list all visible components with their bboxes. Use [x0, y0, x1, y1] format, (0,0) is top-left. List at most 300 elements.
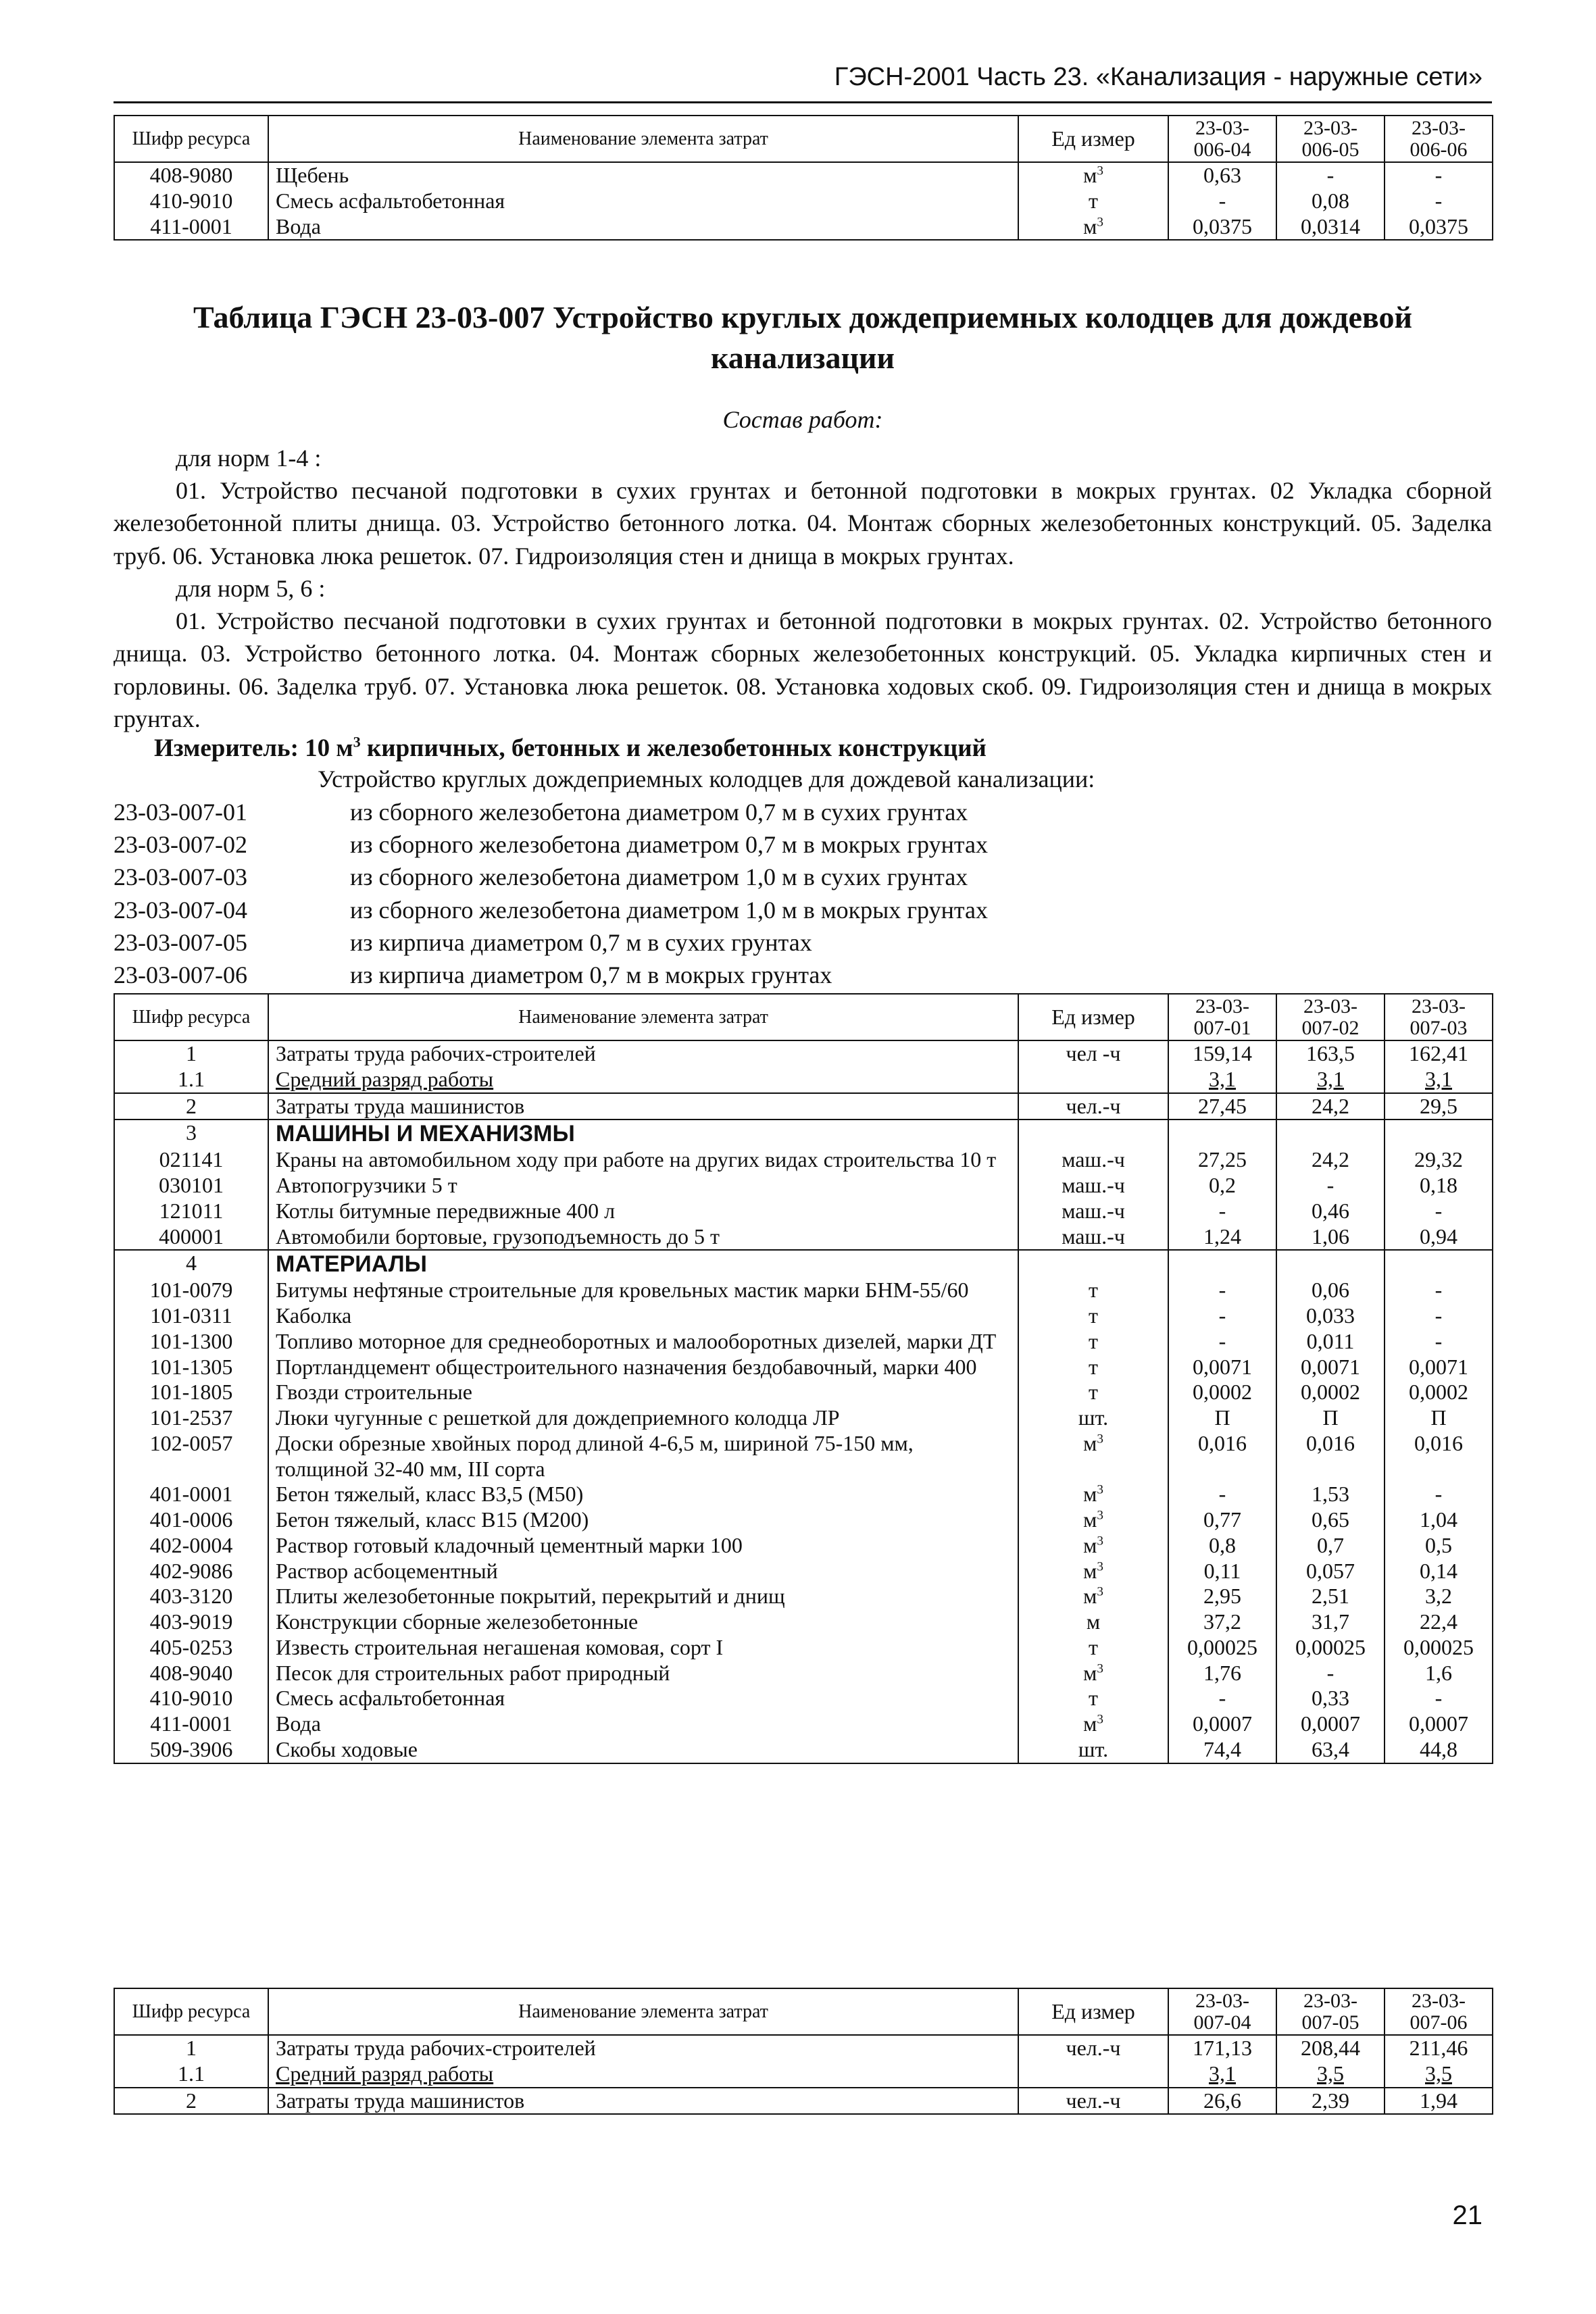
resource-code: 410-9010: [114, 1686, 268, 1711]
norm-value: 0,0071: [1276, 1355, 1385, 1380]
resource-name: Каболка: [268, 1303, 1018, 1329]
norm-description: из кирпича диаметром 0,7 м в сухих грунтах: [350, 928, 812, 956]
table-row: [114, 2088, 1493, 2115]
resource-name: Конструкции сборные железобетонные: [268, 1609, 1018, 1635]
norm-value: -: [1385, 162, 1493, 188]
resource-code: 101-1300: [114, 1329, 268, 1355]
resource-unit: м: [1018, 1609, 1168, 1635]
norm-value: -: [1385, 1278, 1493, 1303]
norm-code: 23-03-007-06: [114, 961, 247, 989]
resource-code: 101-0311: [114, 1303, 268, 1329]
norm-value: 0,0375: [1385, 214, 1493, 241]
norms-1-4-text: 01. Устройство песчаной подготовки в сухих грунтах и бетонной подготовки в мокрых грунтах. 02 Укладка сборной железобетонной плиты днища. 03. Устройство бетонного лотка. 04. Монтаж сборных железобетонных конструкций. 05. Заделка труб. 06. Установка люка решеток. 07. Гидроизоляция стен и днища в мокрых грунтах.: [114, 477, 1492, 570]
resource-name: Люки чугунные с решеткой для дождеприемного колодца ЛР: [268, 1405, 1018, 1431]
resource-name: Смесь асфальтобетонная: [268, 188, 1018, 214]
col-header-norm-line-1: 23-03-: [1303, 1990, 1357, 2012]
table-row: [114, 214, 1493, 241]
norm-value: 1,06: [1276, 1224, 1385, 1251]
resource-code: 403-9019: [114, 1609, 268, 1635]
norm-value: 3,1: [1385, 1067, 1493, 1093]
norm-value: 0,46: [1276, 1199, 1385, 1224]
norm-value: [1385, 1120, 1493, 1147]
resource-code: 509-3906: [114, 1737, 268, 1763]
norm-value: -: [1385, 1329, 1493, 1355]
norm-value: [1276, 1250, 1385, 1278]
col-header-code: Шифр ресурса: [114, 1988, 268, 2035]
resource-code: 403-3120: [114, 1584, 268, 1609]
norm-value: -: [1385, 1482, 1493, 1507]
resource-unit: [1018, 2061, 1168, 2088]
norm-value: 0,00025: [1385, 1635, 1493, 1661]
norm-code: 23-03-007-05: [114, 928, 247, 956]
norm-description: из сборного железобетона диаметром 0,7 м в мокрых грунтах: [350, 831, 988, 859]
norm-value: 1,6: [1385, 1661, 1493, 1686]
norm-value: -: [1168, 1329, 1276, 1355]
resource-name: Топливо моторное для среднеоборотных и малооборотных дизелей, марки ДТ: [268, 1329, 1018, 1355]
norm-value: -: [1385, 1303, 1493, 1329]
col-header-unit: Ед измер: [1018, 1988, 1168, 2035]
resource-name: Затраты труда рабочих-строителей: [268, 1040, 1018, 1067]
resource-code: 408-9080: [114, 162, 268, 188]
composition-label: Состав работ:: [722, 406, 883, 433]
resource-code: 101-1305: [114, 1355, 268, 1380]
resource-unit: $м^3$: [1018, 1661, 1168, 1686]
norm-value: [1168, 1120, 1276, 1147]
norm-value: 3,1: [1168, 2061, 1276, 2088]
resource-name: Раствор готовый кладочный цементный марки 100: [268, 1533, 1018, 1559]
norm-value: -: [1385, 1199, 1493, 1224]
resource-table-006: [114, 115, 1493, 241]
norm-list-item: [114, 796, 988, 828]
norm-value: 0,0002: [1168, 1380, 1276, 1405]
table-title: [114, 297, 1492, 378]
norm-value: 3,1: [1276, 1067, 1385, 1093]
norm-value: П: [1168, 1405, 1276, 1431]
resource-unit: маш.-ч: [1018, 1224, 1168, 1251]
resource-name: Вода: [268, 214, 1018, 241]
norm-value: 0,0007: [1385, 1711, 1493, 1737]
norms-1-4-label: для норм 1-4 :: [176, 445, 322, 472]
norm-value: 0,7: [1276, 1533, 1385, 1559]
table-row: [114, 1533, 1493, 1559]
unit-superscript: 3: [353, 733, 361, 751]
col-header-norm: [1168, 116, 1276, 162]
resource-code: 1.1: [114, 1067, 268, 1093]
resource-unit: т: [1018, 1635, 1168, 1661]
norm-value: 211,46: [1385, 2035, 1493, 2061]
norm-value: 37,2: [1168, 1609, 1276, 1635]
norm-list-item: [114, 926, 988, 959]
norm-value: [1276, 1120, 1385, 1147]
norm-code: 23-03-007-01: [114, 799, 247, 826]
resource-code: 411-0001: [114, 1711, 268, 1737]
norm-value: 29,5: [1385, 1093, 1493, 1120]
resource-name: Доски обрезные хвойных пород длиной 4-6,5 м, шириной 75-150 мм, толщиной 32-40 мм, III сорта: [268, 1431, 1018, 1482]
norm-list-item: [114, 828, 988, 861]
unit-superscript: 3: [1097, 1534, 1103, 1549]
col-header-unit: Ед измер: [1018, 116, 1168, 162]
resource-unit: [1018, 1250, 1168, 1278]
norm-value: 0,77: [1168, 1507, 1276, 1533]
norm-value: 2,95: [1168, 1584, 1276, 1609]
table-row: [114, 1686, 1493, 1711]
norm-value: 0,057: [1276, 1559, 1385, 1584]
norms-5-6-label: для норм 5, 6 :: [176, 574, 326, 602]
unit-superscript: 3: [1097, 1584, 1103, 1599]
col-header-norm: [1276, 116, 1385, 162]
resource-unit: маш.-ч: [1018, 1173, 1168, 1199]
col-header-norm-line-1: 23-03-: [1195, 995, 1249, 1017]
resource-code: 1: [114, 2035, 268, 2061]
norms-subtitle: Устройство круглых дождеприемных колодцев для дождевой канализации:: [318, 765, 1095, 793]
table-title-line-1: Таблица ГЭСН 23-03-007 Устройство круглых дождеприемных колодцев для дождевой: [193, 300, 1412, 334]
resource-name: Гвозди строительные: [268, 1380, 1018, 1405]
resource-unit: $м^3$: [1018, 1584, 1168, 1609]
unit-superscript: 3: [1097, 214, 1103, 229]
resource-code: 402-9086: [114, 1559, 268, 1584]
table-title-line-2: канализации: [710, 340, 895, 375]
norm-value: -: [1168, 1686, 1276, 1711]
meter-line: [154, 734, 987, 763]
resource-code: 410-9010: [114, 188, 268, 214]
resource-unit: т: [1018, 1278, 1168, 1303]
resource-unit: т: [1018, 1380, 1168, 1405]
resource-unit: чел.-ч: [1018, 2035, 1168, 2061]
unit-superscript: 3: [1097, 1712, 1103, 1727]
table-header-row: [114, 994, 1493, 1040]
resource-unit: чел.-ч: [1018, 1093, 1168, 1120]
col-header-code: Шифр ресурса: [114, 116, 268, 162]
resource-unit: $м^3$: [1018, 1431, 1168, 1482]
norm-value: 0,8: [1168, 1533, 1276, 1559]
table-row: [114, 1147, 1493, 1173]
norm-value: 0,2: [1168, 1173, 1276, 1199]
resource-table-007-01-03: [114, 993, 1493, 1764]
norm-value: 3,1: [1168, 1067, 1276, 1093]
col-header-norm-line-2: 006-06: [1410, 138, 1468, 161]
col-header-norm-line-2: 007-06: [1410, 2011, 1468, 2034]
col-header-norm-line-1: 23-03-: [1303, 117, 1357, 139]
norm-value: 0,0071: [1385, 1355, 1493, 1380]
table-row: [114, 1584, 1493, 1609]
resource-unit: чел -ч: [1018, 1040, 1168, 1067]
norm-value: 0,18: [1385, 1173, 1493, 1199]
norm-list-item: [114, 959, 988, 991]
table-header-row: [114, 116, 1493, 162]
norm-value: 24,2: [1276, 1147, 1385, 1173]
unit-superscript: 3: [1097, 164, 1103, 178]
col-header-norm-line-2: 007-01: [1193, 1016, 1251, 1039]
norm-list-item: [114, 894, 988, 926]
unit-superscript: 3: [1097, 1559, 1103, 1574]
resource-unit: т: [1018, 1329, 1168, 1355]
table-row: [114, 1431, 1493, 1482]
col-header-norm-line-2: 007-05: [1301, 2011, 1360, 2034]
resource-unit: $м^3$: [1018, 1482, 1168, 1507]
norm-value: 0,033: [1276, 1303, 1385, 1329]
norm-value: [1168, 1250, 1276, 1278]
resource-unit: $м^3$: [1018, 1533, 1168, 1559]
table-row: [114, 1635, 1493, 1661]
norm-value: 26,6: [1168, 2088, 1276, 2115]
resource-code: 1: [114, 1040, 268, 1067]
norm-value: 3,2: [1385, 1584, 1493, 1609]
norm-value: -: [1385, 1686, 1493, 1711]
col-header-norm: [1276, 994, 1385, 1040]
norm-description: из сборного железобетона диаметром 1,0 м в сухих грунтах: [350, 863, 968, 891]
norm-value: 0,016: [1276, 1431, 1385, 1482]
norm-value: 1,76: [1168, 1661, 1276, 1686]
table-row: [114, 1711, 1493, 1737]
norm-description: из сборного железобетона диаметром 0,7 м в сухих грунтах: [350, 799, 968, 826]
col-header-name: Наименование элемента затрат: [268, 116, 1018, 162]
resource-name: Бетон тяжелый, класс В3,5 (М50): [268, 1482, 1018, 1507]
norm-value: 74,4: [1168, 1737, 1276, 1763]
norm-value: 0,06: [1276, 1278, 1385, 1303]
norm-value: 27,45: [1168, 1093, 1276, 1120]
resource-name: Скобы ходовые: [268, 1737, 1018, 1763]
norm-value: 0,0007: [1168, 1711, 1276, 1737]
norm-value: 0,0314: [1276, 214, 1385, 241]
resource-name: Средний разряд работы: [268, 2061, 1018, 2088]
resource-name: Автопогрузчики 5 т: [268, 1173, 1018, 1199]
resource-name: Краны на автомобильном ходу при работе на других видах строительства 10 т: [268, 1147, 1018, 1173]
col-header-norm-line-1: 23-03-: [1412, 995, 1466, 1017]
resource-unit: $м^3$: [1018, 1507, 1168, 1533]
norm-value: [1385, 1250, 1493, 1278]
col-header-code: Шифр ресурса: [114, 994, 268, 1040]
resource-name: Плиты железобетонные покрытий, перекрытий и днищ: [268, 1584, 1018, 1609]
norm-value: 3,5: [1385, 2061, 1493, 2088]
norm-value: П: [1385, 1405, 1493, 1431]
col-header-norm-line-1: 23-03-: [1195, 1990, 1249, 2012]
table-row: [114, 2035, 1493, 2061]
header-rule: [114, 101, 1492, 103]
norm-value: 0,33: [1276, 1686, 1385, 1711]
resource-code: 405-0253: [114, 1635, 268, 1661]
resource-name: МАТЕРИАЛЫ: [268, 1250, 1018, 1278]
resource-name: МАШИНЫ И МЕХАНИЗМЫ: [268, 1120, 1018, 1147]
norm-value: 0,0002: [1385, 1380, 1493, 1405]
norm-value: 22,4: [1385, 1609, 1493, 1635]
norm-value: 1,53: [1276, 1482, 1385, 1507]
norm-value: 1,94: [1385, 2088, 1493, 2115]
col-header-norm-line-1: 23-03-: [1195, 117, 1249, 139]
table-row: [114, 1303, 1493, 1329]
resource-code: 411-0001: [114, 214, 268, 241]
resource-code: 030101: [114, 1173, 268, 1199]
norms-list: [114, 796, 988, 991]
work-composition: [114, 442, 1492, 735]
resource-name: Вода: [268, 1711, 1018, 1737]
resource-unit: $м^3$: [1018, 162, 1168, 188]
resource-code: 121011: [114, 1199, 268, 1224]
resource-unit: т: [1018, 1355, 1168, 1380]
resource-name: Песок для строительных работ природный: [268, 1661, 1018, 1686]
table-row: [114, 1380, 1493, 1405]
resource-code: 101-2537: [114, 1405, 268, 1431]
resource-name: Известь строительная негашеная комовая, сорт I: [268, 1635, 1018, 1661]
resource-unit: [1018, 1067, 1168, 1093]
table-row: [114, 1737, 1493, 1763]
resource-unit: $м^3$: [1018, 1559, 1168, 1584]
resource-name: Битумы нефтяные строительные для кровельных мастик марки БНМ-55/60: [268, 1278, 1018, 1303]
norm-value: 0,94: [1385, 1224, 1493, 1251]
table-row: [114, 1224, 1493, 1251]
resource-unit: шт.: [1018, 1405, 1168, 1431]
norm-value: 44,8: [1385, 1737, 1493, 1763]
norm-value: -: [1276, 1173, 1385, 1199]
col-header-norm-line-2: 006-04: [1193, 138, 1251, 161]
table-row: [114, 2061, 1493, 2088]
norm-value: 31,7: [1276, 1609, 1385, 1635]
table-row: [114, 1093, 1493, 1120]
col-header-norm-line-2: 006-05: [1301, 138, 1360, 161]
norm-value: 0,11: [1168, 1559, 1276, 1584]
meter-label: Измеритель:: [154, 734, 299, 762]
resource-code: 4: [114, 1250, 268, 1278]
table-row: [114, 1067, 1493, 1093]
norm-code: 23-03-007-04: [114, 896, 247, 924]
norm-value: П: [1276, 1405, 1385, 1431]
resource-unit: т: [1018, 1303, 1168, 1329]
norm-value: -: [1168, 1303, 1276, 1329]
unit-superscript: 3: [1097, 1508, 1103, 1523]
norm-value: 171,13: [1168, 2035, 1276, 2061]
norm-value: 0,0002: [1276, 1380, 1385, 1405]
resource-code: 3: [114, 1120, 268, 1147]
norm-value: -: [1276, 1661, 1385, 1686]
resource-name: Затраты труда машинистов: [268, 1093, 1018, 1120]
resource-name: Средний разряд работы: [268, 1067, 1018, 1093]
resource-code: 401-0006: [114, 1507, 268, 1533]
unit-superscript: 3: [1097, 1661, 1103, 1676]
norm-value: 2,51: [1276, 1584, 1385, 1609]
col-header-norm-line-2: 007-02: [1301, 1016, 1360, 1039]
resource-unit: $м^3$: [1018, 1711, 1168, 1737]
resource-code: 2: [114, 2088, 268, 2115]
norm-value: 159,14: [1168, 1040, 1276, 1067]
norm-value: 63,4: [1276, 1737, 1385, 1763]
norm-value: -: [1385, 188, 1493, 214]
table-row: [114, 1040, 1493, 1067]
norms-5-6-text: 01. Устройство песчаной подготовки в сухих грунтах и бетонной подготовки в мокрых грунтах. 02. Устройство бетонного днища. 03. Устройство бетонного лотка. 04. Монтаж сборных железобетонных конструкций. 05. Укладка кирпичных стен и горловины. 06. Заделка труб. 07. Установка люка решеток. 08. Установка ходовых скоб. 09. Гидроизоляция стен и днища в мокрых грунтах.: [114, 607, 1492, 732]
norm-code: 23-03-007-02: [114, 831, 247, 859]
table-header-row: [114, 1988, 1493, 2035]
table-row: [114, 1482, 1493, 1507]
norm-value: 1,04: [1385, 1507, 1493, 1533]
meter-value: 10 $м^3$ кирпичных, бетонных и железобетонных конструкций: [305, 733, 987, 762]
norm-value: -: [1168, 1278, 1276, 1303]
table-row: [114, 1355, 1493, 1380]
resource-unit: [1018, 1120, 1168, 1147]
col-header-norm-line-2: 007-04: [1193, 2011, 1251, 2034]
norm-value: 0,016: [1168, 1431, 1276, 1482]
resource-unit: т: [1018, 188, 1168, 214]
norm-value: 0,00025: [1168, 1635, 1276, 1661]
col-header-norm-line-2: 007-03: [1410, 1016, 1468, 1039]
table-row: [114, 1329, 1493, 1355]
norm-value: 0,00025: [1276, 1635, 1385, 1661]
resource-code: 021141: [114, 1147, 268, 1173]
norm-value: 0,011: [1276, 1329, 1385, 1355]
table-row: [114, 1559, 1493, 1584]
resource-name: Раствор асбоцементный: [268, 1559, 1018, 1584]
norm-value: 0,65: [1276, 1507, 1385, 1533]
norm-value: 208,44: [1276, 2035, 1385, 2061]
col-header-norm: [1385, 116, 1493, 162]
resource-unit: чел.-ч: [1018, 2088, 1168, 2115]
resource-name: Бетон тяжелый, класс В15 (М200): [268, 1507, 1018, 1533]
norm-value: 1,24: [1168, 1224, 1276, 1251]
norm-value: -: [1168, 1482, 1276, 1507]
col-header-norm: [1168, 1988, 1276, 2035]
col-header-norm: [1385, 994, 1493, 1040]
table-row: [114, 1278, 1493, 1303]
table-row: [114, 1173, 1493, 1199]
table-row: [114, 188, 1493, 214]
col-header-name: Наименование элемента затрат: [268, 1988, 1018, 2035]
col-header-norm-line-1: 23-03-: [1412, 1990, 1466, 2012]
resource-code: 101-0079: [114, 1278, 268, 1303]
col-header-norm: [1276, 1988, 1385, 2035]
resource-code: 401-0001: [114, 1482, 268, 1507]
col-header-norm-line-1: 23-03-: [1412, 117, 1466, 139]
norm-value: 0,0375: [1168, 214, 1276, 241]
resource-name: Затраты труда машинистов: [268, 2088, 1018, 2115]
resource-code: 2: [114, 1093, 268, 1120]
norm-value: 0,0071: [1168, 1355, 1276, 1380]
resource-name: Смесь асфальтобетонная: [268, 1686, 1018, 1711]
norm-value: 3,5: [1276, 2061, 1385, 2088]
resource-name: Автомобили бортовые, грузоподъемность до 5 т: [268, 1224, 1018, 1251]
resource-name: Затраты труда рабочих-строителей: [268, 2035, 1018, 2061]
resource-name: Котлы битумные передвижные 400 л: [268, 1199, 1018, 1224]
resource-table-007-04-06: [114, 1988, 1493, 2115]
norm-value: 27,25: [1168, 1147, 1276, 1173]
col-header-name: Наименование элемента затрат: [268, 994, 1018, 1040]
unit-superscript: 3: [1097, 1482, 1103, 1497]
unit-superscript: 3: [1097, 1432, 1103, 1447]
norm-value: 163,5: [1276, 1040, 1385, 1067]
norm-description: из кирпича диаметром 0,7 м в мокрых грунтах: [350, 961, 832, 989]
col-header-norm-line-1: 23-03-: [1303, 995, 1357, 1017]
norm-value: 0,5: [1385, 1533, 1493, 1559]
table-row: [114, 1120, 1493, 1147]
norm-value: 0,63: [1168, 162, 1276, 188]
running-header: ГЭСН-2001 Часть 23. «Канализация - наружные сети»: [834, 63, 1482, 91]
table-row: [114, 1250, 1493, 1278]
norm-value: 162,41: [1385, 1040, 1493, 1067]
resource-code: 102-0057: [114, 1431, 268, 1482]
norm-value: 0,14: [1385, 1559, 1493, 1584]
norm-description: из сборного железобетона диаметром 1,0 м в мокрых грунтах: [350, 896, 988, 924]
norm-value: 0,0007: [1276, 1711, 1385, 1737]
norm-value: -: [1168, 1199, 1276, 1224]
resource-unit: т: [1018, 1686, 1168, 1711]
norm-code: 23-03-007-03: [114, 863, 247, 891]
norm-value: 2,39: [1276, 2088, 1385, 2115]
resource-unit: маш.-ч: [1018, 1147, 1168, 1173]
table-row: [114, 1507, 1493, 1533]
resource-name: Щебень: [268, 162, 1018, 188]
col-header-norm: [1385, 1988, 1493, 2035]
resource-code: 408-9040: [114, 1661, 268, 1686]
norm-list-item: [114, 861, 988, 893]
table-row: [114, 1405, 1493, 1431]
page-number: 21: [1452, 2200, 1482, 2230]
col-header-unit: Ед измер: [1018, 994, 1168, 1040]
